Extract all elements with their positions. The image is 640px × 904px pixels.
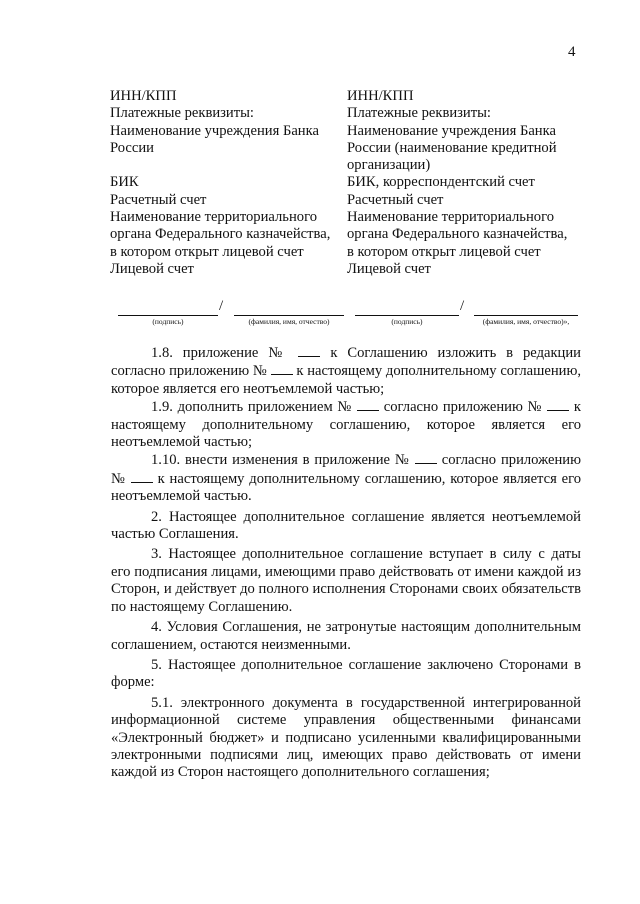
blank-field (547, 398, 569, 411)
req-right-personal-account: Лицевой счет (347, 260, 431, 277)
clause-5: 5. Настоящее дополнительное соглашение заключено Сторонами в форме: (111, 656, 581, 691)
req-right-treasury-name: Наименование территориального (347, 209, 554, 226)
clause-3: 3. Настоящее дополнительное соглашение вступает в силу с даты его подписания лицами, имеющими право действовать от имени каждой из Сторон, и действует до полного исполнения Сторонами своих обязательств по настоящему Соглашению. (111, 546, 581, 615)
clause-1-8: 1.8. приложение № к Соглашению изложить в редакции согласно приложению № к настоящему дополнительному соглашению, которое является его неотъемлемой частью; (111, 345, 581, 397)
req-right-bank-name-cont: России (наименование кредитной (347, 139, 557, 156)
req-right-treasury-name-cont2: в котором открыт лицевой счет (347, 243, 541, 260)
req-left-account: Расчетный счет (110, 191, 207, 208)
requisites-right-column (347, 88, 587, 278)
name-field-right (474, 298, 578, 334)
clause-2: 2. Настоящее дополнительное соглашение является неотъемлемой частью Соглашения. (111, 508, 581, 543)
name-field-left (234, 298, 344, 334)
signature-row (110, 298, 590, 334)
clause-1-9: 1.9. дополнить приложением № согласно приложению № к настоящему дополнительному соглашению, которое является его неотъемлемой частью; (111, 399, 582, 451)
req-right-inn-kpp: ИНН/КПП (347, 88, 414, 104)
blank-field (271, 362, 293, 375)
signature-field-left (118, 298, 218, 334)
clause-5-1: 5.1. электронного документа в государственной интегрированной информационной системе управления общественными финансами «Электронный бюджет» и подписано усиленными квалифицированными электронными подписями лиц, имеющих право действовать от имени каждой из Сторон настоящего дополнительного соглашения; (111, 694, 581, 781)
signature-field-right (355, 298, 459, 334)
signature-line (355, 315, 459, 316)
name-caption: (фамилия, имя, отчество) (248, 317, 330, 326)
clause-4: 4. Условия Соглашения, не затронутые настоящим дополнительным соглашением, остаются неизменными. (111, 619, 581, 653)
page-number: 4 (568, 44, 576, 60)
req-left-treasury-name: Наименование территориального (110, 209, 317, 226)
req-right-bank-name: Наименование учреждения Банка (347, 122, 556, 139)
req-right-account: Расчетный счет (347, 191, 444, 208)
req-left-treasury-name-cont: органа Федерального казначейства, (110, 226, 331, 243)
signature-caption: (подпись) (152, 317, 184, 326)
name-line (234, 315, 344, 316)
req-left-bank-name: Наименование учреждения Банка (110, 122, 319, 139)
name-caption: (фамилия, имя, отчество)», (482, 317, 570, 326)
req-right-bank-name-cont2: организации) (347, 157, 431, 174)
blank-field (415, 451, 437, 464)
signature-slash: / (460, 298, 465, 314)
req-left-payment-details: Платежные реквизиты: (110, 105, 254, 122)
clause-1-10: 1.10. внести изменения в приложение № согласно приложению № к настоящему дополнительному соглашению, которое является его неотъемлемой частью. (111, 452, 581, 505)
blank-field (131, 470, 153, 483)
req-left-bik: БИК (110, 174, 139, 191)
req-right-treasury-name-cont: органа Федерального казначейства, (347, 226, 568, 243)
name-line (474, 315, 578, 316)
signature-line (118, 315, 218, 316)
req-left-bank-name-cont: России (110, 139, 154, 156)
req-right-payment-details: Платежные реквизиты: (347, 105, 491, 122)
blank-field (357, 398, 379, 411)
req-right-bik: БИК, корреспондентский счет (347, 174, 535, 191)
req-left-inn-kpp: ИНН/КПП (110, 88, 177, 104)
req-left-personal-account: Лицевой счет (110, 260, 194, 277)
signature-slash: / (219, 298, 224, 314)
requisites-left-column (110, 88, 345, 278)
req-left-treasury-name-cont2: в котором открыт лицевой счет (110, 243, 304, 260)
agreement-body (111, 344, 581, 782)
req-left-spacer (110, 157, 345, 174)
signature-caption: (подпись) (391, 317, 423, 326)
blank-field (298, 344, 320, 357)
